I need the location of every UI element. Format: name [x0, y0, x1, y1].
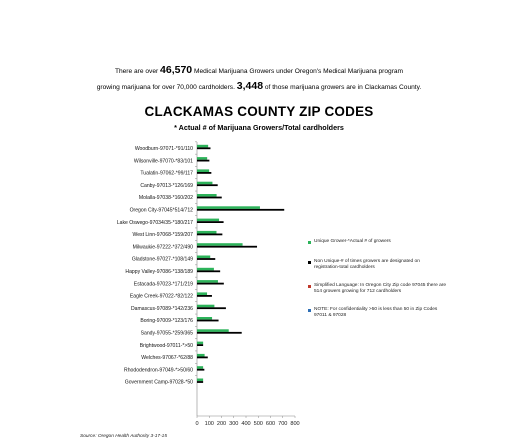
legend-item: [314, 283, 446, 295]
bar-unique-growers: [197, 305, 214, 308]
category-label: Estacada-97023-*171/219: [133, 281, 193, 288]
category-label: Oregon City-97045*514/712: [129, 207, 193, 214]
bar-total-cardholders: [197, 221, 224, 223]
legend-text: Simplified Language: In Oregon City Zip code 97045 there are 514 growers growing for 712 cardholders: [314, 283, 446, 294]
bar-total-cardholders: [197, 246, 257, 248]
category-label: Eagle Creek-97022-*82/122: [129, 293, 193, 300]
bar-total-cardholders: [197, 160, 209, 162]
bar-unique-growers: [197, 256, 210, 259]
category-label: Happy Valley-97086-*138/189: [125, 269, 193, 275]
x-tick-label: 200: [216, 421, 227, 427]
bar-total-cardholders: [197, 283, 224, 285]
bar-unique-growers: [197, 206, 260, 209]
bar-unique-growers: [197, 268, 214, 271]
bar-total-cardholders: [197, 147, 210, 149]
chart-title: CLACKAMAS COUNTY ZIP CODES: [144, 104, 374, 119]
bar-unique-growers: [197, 342, 203, 345]
bar-total-cardholders: [197, 369, 204, 371]
category-label: Boring-97009-*123/176: [140, 318, 193, 325]
category-label: Welches-97067-*62/88: [141, 355, 193, 362]
bar-unique-growers: [197, 366, 203, 369]
x-tick-label: 400: [241, 421, 251, 427]
bar-unique-growers: [197, 292, 207, 295]
bar-unique-growers: [197, 317, 212, 320]
intro-number: 3,448: [236, 80, 264, 92]
bar-unique-growers: [197, 280, 218, 283]
legend-item: [314, 307, 446, 319]
legend-swatch: [308, 285, 311, 288]
intro-text: growing marijuana for over 70,000 cardholders.: [96, 84, 235, 91]
legend-item: [314, 259, 446, 271]
bar-total-cardholders: [197, 258, 215, 260]
category-label: Damascus-97089-*142/236: [130, 305, 193, 312]
category-label: Molalla-97038-*160/202: [138, 195, 193, 202]
category-label: Government Camp-97028-*50: [124, 379, 193, 386]
bar-total-cardholders: [197, 332, 242, 334]
x-tick-label: 100: [204, 421, 214, 427]
bar-unique-growers: [197, 182, 212, 185]
category-label: Gladstone-97027-*108/149: [131, 256, 193, 263]
bar-total-cardholders: [197, 381, 203, 383]
bar-total-cardholders: [197, 209, 284, 211]
x-tick-label: 800: [290, 421, 300, 427]
legend-text: Unique Grower-*Actual # of growers: [314, 239, 391, 244]
bar-unique-growers: [197, 231, 216, 234]
bar-total-cardholders: [197, 344, 203, 346]
intro-number: 46,570: [160, 64, 193, 76]
bar-unique-growers: [197, 243, 243, 246]
x-tick-label: 700: [278, 421, 288, 427]
intro-text: Medical Marijuana Growers under Oregon's Medical Marijuana program: [194, 68, 404, 75]
bar-total-cardholders: [197, 234, 222, 236]
x-tick-label: 300: [229, 421, 239, 427]
bar-unique-growers: [197, 354, 205, 357]
bar-total-cardholders: [197, 172, 211, 174]
legend-text: NOTE: For confidentiality >50 is less than 50 in Zip Codes 97011 & 97028: [314, 307, 438, 318]
category-label: West Linn-97068-*159/207: [132, 232, 193, 239]
bar-unique-growers: [197, 329, 229, 332]
bar-total-cardholders: [197, 307, 226, 309]
legend-text: Non Unique-# of times growers are designated on registration-total cardholders: [314, 259, 420, 270]
bar-total-cardholders: [197, 184, 218, 186]
bar-unique-growers: [197, 157, 207, 160]
category-label: Brightwood-97011-*>50: [139, 342, 193, 349]
category-label: Sandy-97055-*259/365: [140, 330, 193, 337]
bar-unique-growers: [197, 379, 203, 382]
x-tick-label: 500: [253, 421, 263, 427]
bar-total-cardholders: [197, 320, 219, 322]
bar-total-cardholders: [197, 197, 222, 199]
category-label: Woodburn-97071-*91/110: [134, 146, 193, 152]
intro-text: There are over: [114, 68, 159, 75]
category-label: Milwaukie-97222-*372/490: [132, 244, 193, 251]
legend-swatch: [308, 261, 311, 264]
intro-text: of those marijuana growers are in Clackamas County.: [264, 84, 422, 91]
legend-item: [314, 239, 446, 245]
bar-unique-growers: [197, 219, 219, 222]
bar-total-cardholders: [197, 295, 212, 297]
legend-swatch: [308, 309, 311, 312]
source-note: Source: Oregon Health Authority 3-17-15: [80, 434, 168, 439]
category-label: Tualatin-97062-*99/117: [140, 170, 193, 177]
category-label: Rhododendron-97049-*>50/60: [124, 367, 193, 374]
x-tick-label: 600: [265, 421, 276, 427]
chart-subtitle: * Actual # of Marijuana Growers/Total cardholders: [174, 123, 344, 132]
category-label: Lake Oswego-97034/35-*180/217: [116, 219, 193, 226]
bar-total-cardholders: [197, 270, 220, 272]
bar-unique-growers: [197, 145, 208, 148]
category-label: Wilsonville-97070-*83/101: [133, 158, 193, 165]
x-tick-label: 0: [195, 421, 199, 427]
category-label: Canby-97013-*126/169: [140, 182, 193, 189]
bar-unique-growers: [197, 194, 217, 197]
legend-swatch: [308, 241, 311, 244]
bar-total-cardholders: [197, 357, 208, 359]
bar-unique-growers: [197, 169, 209, 172]
